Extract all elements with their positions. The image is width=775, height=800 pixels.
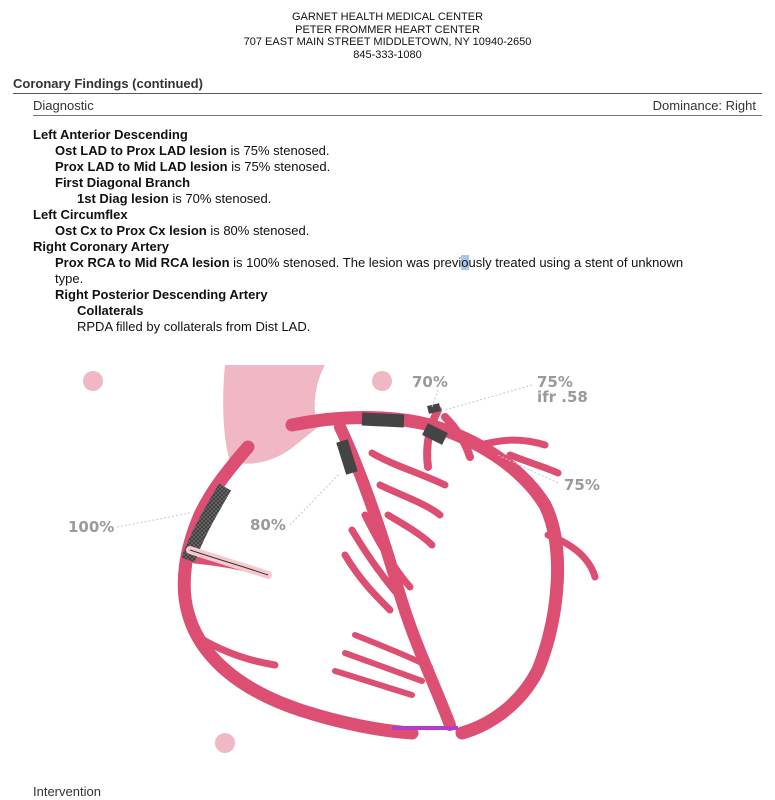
collaterals-text: RPDA filled by collaterals from Dist LAD.: [77, 319, 311, 334]
next-section-title: Intervention: [33, 784, 101, 799]
facility-name: GARNET HEALTH MEDICAL CENTER: [291, 11, 484, 23]
rca-lesion-continued: type.: [55, 271, 84, 286]
section-subtitle: Diagnostic: [33, 98, 94, 113]
facility-phone: 845-333-1080: [353, 48, 422, 61]
marker-dot: [83, 371, 103, 391]
rca-lesion: Prox RCA to Mid RCA lesion is 100% stenosed. The lesion was previously treated using a stent of unknown: [55, 255, 684, 270]
subsection-divider: [33, 115, 762, 116]
facility-address: 707 EAST MAIN STREET MIDDLETOWN, NY 10940-2650: [243, 36, 532, 48]
lcx-lesion: Ost Cx to Prox Cx lesion is 80% stenosed.: [55, 223, 310, 238]
lad-mid-stenosis-label: 75%: [564, 476, 600, 494]
marker-dot: [215, 733, 235, 753]
om-branch: [345, 555, 390, 610]
collaterals-heading: Collaterals: [77, 303, 144, 318]
rca-heading: Right Coronary Artery: [33, 239, 170, 254]
dominance-value: Dominance: Right: [652, 98, 756, 113]
lad-stenosis: [362, 419, 404, 421]
section-title: Coronary Findings (continued): [13, 76, 203, 91]
lad-mid-stenosis: [425, 429, 445, 439]
lad-lesion-1: Ost LAD to Prox LAD lesion is 75% stenosed.: [55, 143, 330, 158]
diag-heading: First Diagonal Branch: [55, 175, 191, 190]
lcx-heading: Left Circumflex: [33, 207, 128, 222]
lad-diagonal: [480, 440, 545, 445]
lad-prox-stenosis-label: 75%: [537, 373, 573, 391]
lad-heading: Left Anterior Descending: [33, 127, 188, 142]
ifr-label: ifr .58: [537, 388, 588, 406]
om-branch: [372, 453, 445, 485]
marker-dot: [372, 371, 392, 391]
cx-stenosis-label: 80%: [250, 516, 286, 534]
center-name: PETER FROMMER HEART CENTER: [295, 23, 480, 36]
om-branch: [388, 515, 432, 545]
diag-lesion: 1st Diag lesion is 70% stenosed.: [77, 191, 272, 206]
rca-stenosis-label: 100%: [68, 518, 115, 536]
om-branch: [380, 485, 440, 515]
section-divider: [13, 93, 762, 94]
diag-stenosis: [428, 407, 440, 410]
coronary-diagram: [0, 355, 775, 780]
rpda-heading: Right Posterior Descending Artery: [55, 287, 268, 302]
text-cursor-highlight: o: [461, 255, 469, 270]
diag-stenosis-label: 70%: [412, 373, 448, 391]
lad-lesion-2: Prox LAD to Mid LAD lesion is 75% stenosed.: [55, 159, 331, 174]
